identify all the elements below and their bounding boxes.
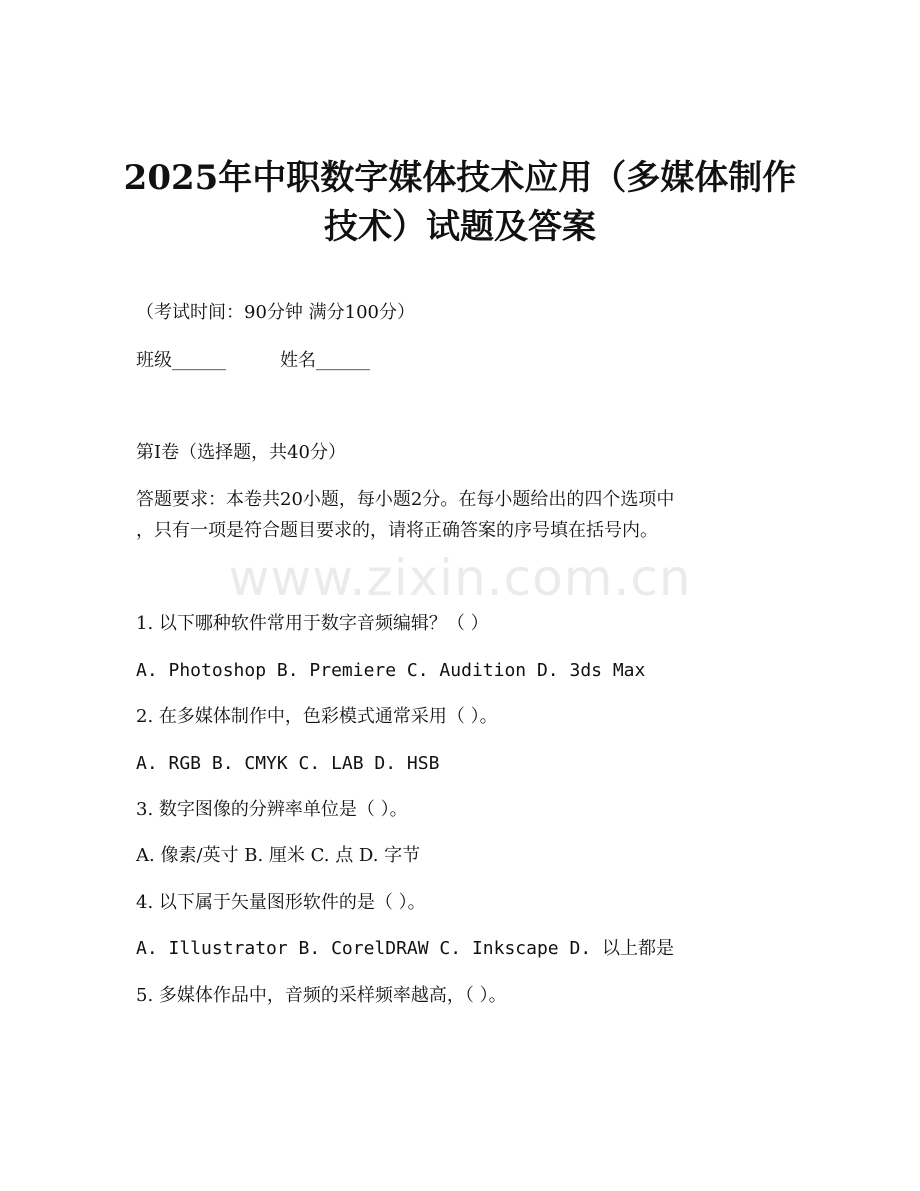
section-title: 第I卷（选择题，共40分） (136, 442, 347, 463)
class-field: 班级______ (136, 350, 226, 371)
question-4: 4. 以下属于矢量图形软件的是（ ）。 (136, 892, 426, 913)
question-3: 3. 数字图像的分辨率单位是（ ）。 (136, 799, 408, 820)
question-2: 2. 在多媒体制作中，色彩模式通常采用（ ）。 (136, 706, 498, 727)
question-2-options: A. RGB B. CMYK C. LAB D. HSB (136, 753, 440, 774)
instructions-line-2: ，只有一项是符合题目要求的，请将正确答案的序号填在括号内。 (136, 520, 658, 541)
question-4-options: A. Illustrator B. CorelDRAW C. Inkscape D. 以上都是 (136, 938, 674, 959)
question-5: 5. 多媒体作品中，音频的采样频率越高，（ ）。 (136, 985, 507, 1006)
instructions-line-1: 答题要求：本卷共20小题，每小题2分。在每小题给出的四个选项中 (136, 489, 675, 510)
watermark: www.zixin.com.cn (228, 549, 692, 607)
exam-info: （考试时间：90分钟 满分100分） (136, 302, 415, 323)
student-info-row (136, 348, 370, 374)
document-title-line-1: 2025年中职数字媒体技术应用（多媒体制作 (123, 158, 797, 198)
document-title-line-2: 技术）试题及答案 (324, 207, 596, 247)
name-field: 姓名______ (280, 350, 370, 371)
question-3-options: A. 像素/英寸 B. 厘米 C. 点 D. 字节 (136, 845, 421, 866)
question-1-options: A. Photoshop B. Premiere C. Audition D. 3ds Max (136, 660, 646, 681)
question-1: 1. 以下哪种软件常用于数字音频编辑？（ ） (136, 613, 489, 634)
